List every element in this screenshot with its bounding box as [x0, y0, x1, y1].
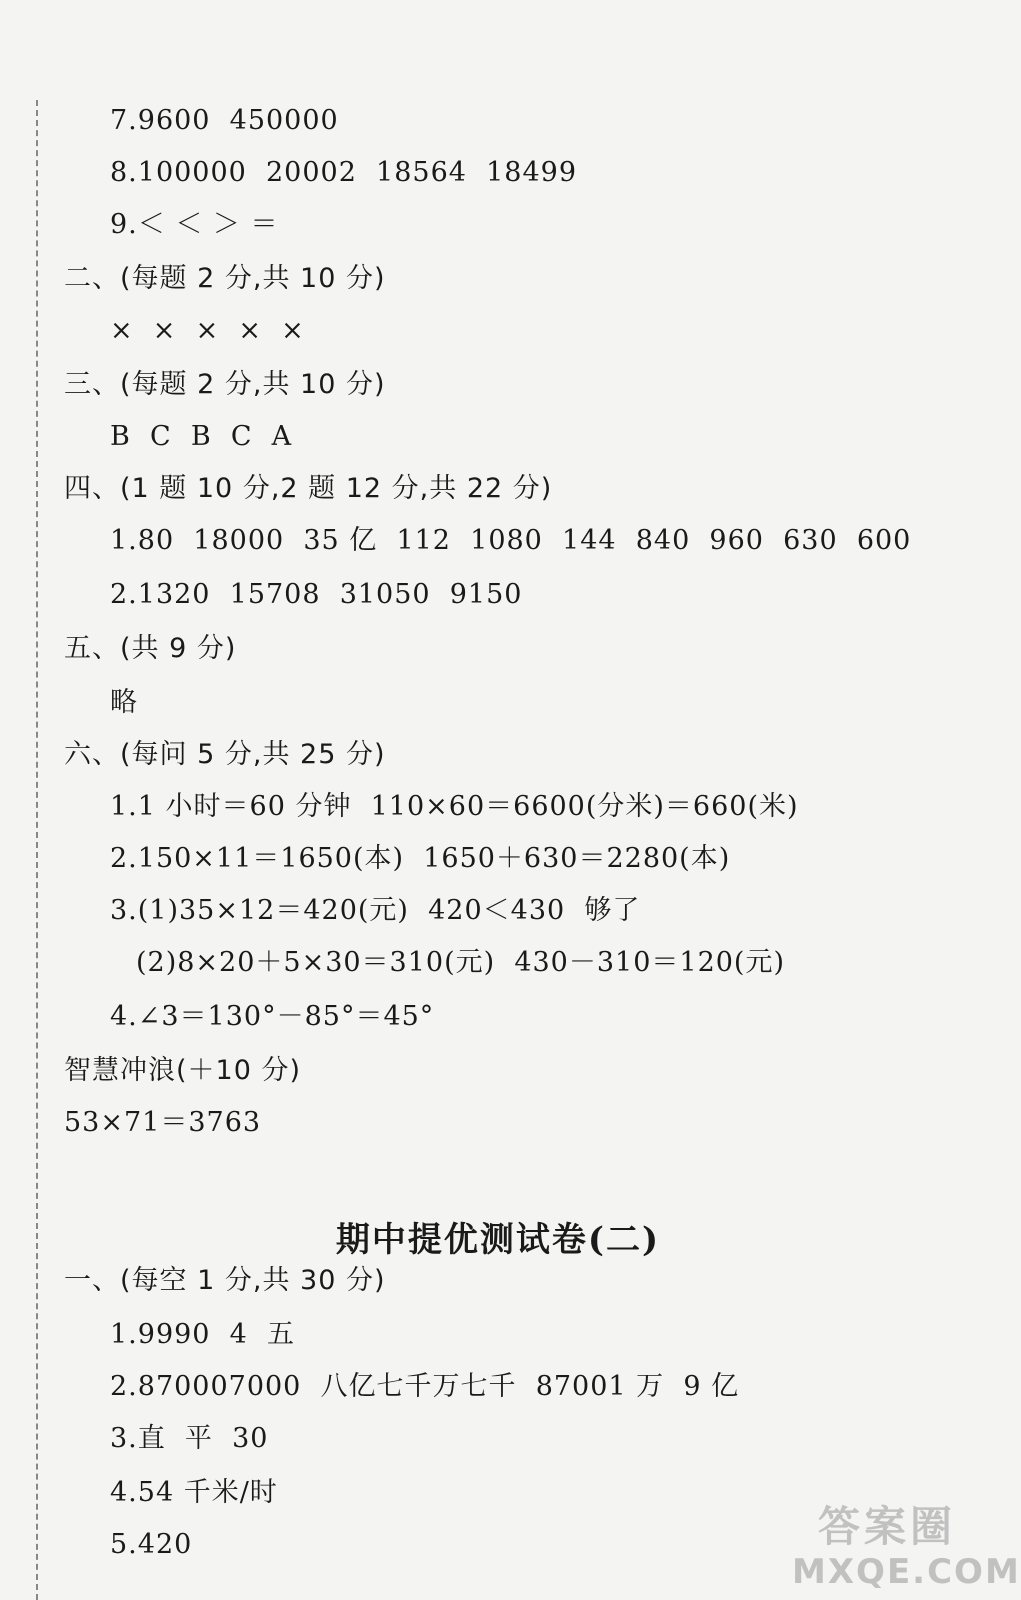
- section-heading-5: 五、(共 9 分): [64, 633, 237, 664]
- answer-line-7: 7.9600 450000: [110, 105, 339, 136]
- section-heading-4: 四、(1 题 10 分,2 题 12 分,共 22 分): [64, 473, 553, 504]
- binding-margin-line: [36, 100, 38, 1600]
- section-heading-6: 六、(每问 5 分,共 25 分): [64, 739, 386, 770]
- section-heading-1: 一、(每空 1 分,共 30 分): [64, 1265, 386, 1296]
- section-heading-3: 三、(每题 2 分,共 10 分): [64, 369, 386, 400]
- answer-line-9: 9.＜ ＜ ＞ ＝: [110, 209, 279, 240]
- bonus-answer: 53×71＝3763: [64, 1107, 262, 1138]
- answer-line-6-1: 1.1 小时＝60 分钟 110×60＝6600(分米)＝660(米): [110, 791, 799, 822]
- section-heading-2: 二、(每题 2 分,共 10 分): [64, 263, 386, 294]
- answer-line-tf: × × × × ×: [110, 315, 305, 346]
- answer-line-5: 略: [110, 687, 138, 718]
- answer-line-b3: 3.直 平 30: [110, 1423, 269, 1454]
- answer-line-b2: 2.870007000 八亿七千万七千 87001 万 9 亿: [110, 1371, 740, 1402]
- bonus-heading: 智慧冲浪(＋10 分): [64, 1055, 302, 1086]
- answer-line-choice: B C B C A: [110, 421, 293, 452]
- answer-line-4-1: 1.80 18000 35 亿 112 1080 144 840 960 630 600: [110, 525, 912, 556]
- answer-line-b1: 1.9990 4 五: [110, 1319, 295, 1350]
- answer-line-8: 8.100000 20002 18564 18499: [110, 157, 577, 188]
- answer-line-6-3-2: (2)8×20＋5×30＝310(元) 430－310＝120(元): [136, 947, 785, 978]
- answer-line-b5: 5.420: [110, 1529, 193, 1560]
- watermark-logo: 答案圈 MXQE.COM: [792, 1502, 1021, 1592]
- answer-line-6-2: 2.150×11＝1650(本) 1650＋630＝2280(本): [110, 843, 731, 874]
- answer-line-6-4: 4.∠3＝130°－85°＝45°: [110, 1001, 435, 1032]
- test-title: 期中提优测试卷(二): [335, 1220, 661, 1260]
- answer-line-b4: 4.54 千米/时: [110, 1477, 278, 1508]
- answer-line-6-3-1: 3.(1)35×12＝420(元) 420＜430 够了: [110, 895, 641, 926]
- answer-line-4-2: 2.1320 15708 31050 9150: [110, 579, 523, 610]
